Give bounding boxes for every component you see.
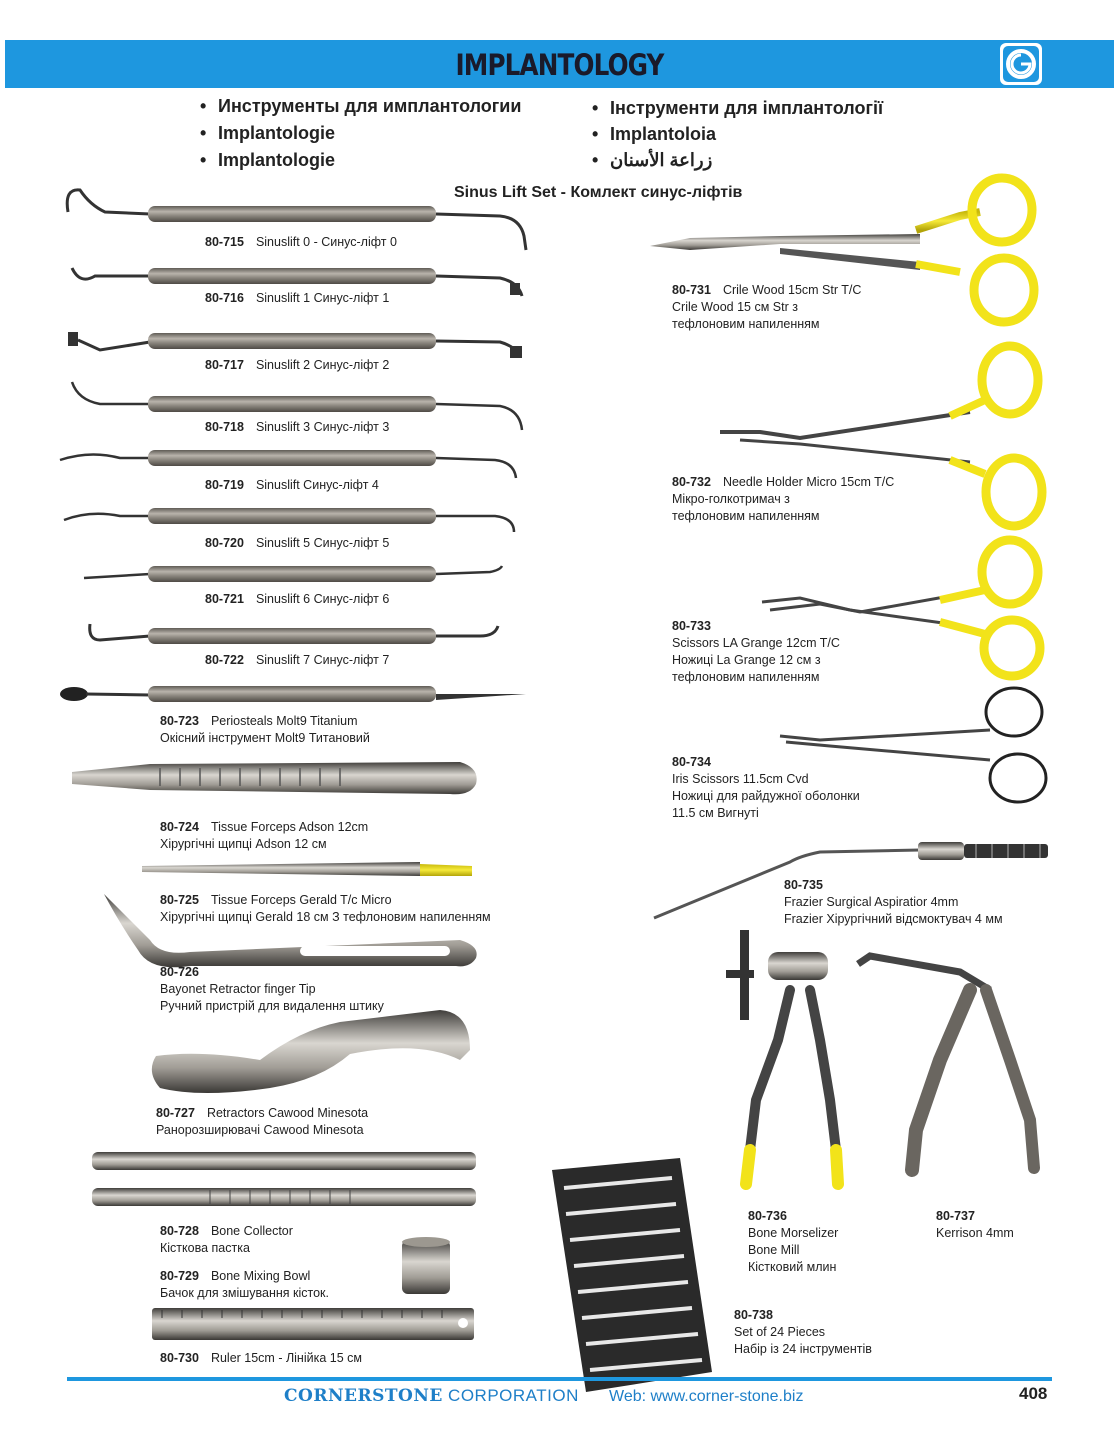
item-description: Periosteals Molt9 Titanium bbox=[210, 714, 358, 728]
item-code: 80-738 bbox=[734, 1308, 773, 1322]
ruler-icon bbox=[152, 1308, 474, 1340]
item-label bbox=[748, 1208, 838, 1276]
language-line-pt: • Implantoloia bbox=[592, 124, 716, 145]
item-label bbox=[205, 535, 389, 552]
item-label bbox=[160, 1268, 329, 1302]
item-description: Bayonet Retractor finger Tip bbox=[160, 982, 316, 996]
item-label bbox=[672, 754, 860, 822]
item-translation: Окісний інструмент Molt9 Титановий bbox=[160, 731, 370, 745]
item-code: 80-732 bbox=[672, 475, 711, 489]
item-description: Tissue Forceps Gerald T/c Micro bbox=[210, 893, 392, 907]
item-code: 80-723 bbox=[160, 714, 199, 728]
item-description: Sinuslift 5 Синус-ліфт 5 bbox=[255, 536, 390, 550]
sterilization-tray-icon bbox=[552, 1158, 712, 1392]
item-code: 80-737 bbox=[936, 1209, 975, 1223]
item-translation: Crile Wood 15 см Str з bbox=[672, 300, 798, 314]
item-translation: тефлоновим напиленням bbox=[672, 317, 820, 331]
item-description: Set of 24 Pieces bbox=[734, 1325, 826, 1339]
item-label bbox=[156, 1105, 368, 1139]
item-code: 80-716 bbox=[205, 291, 244, 305]
item-label bbox=[205, 591, 389, 608]
item-code: 80-727 bbox=[156, 1106, 195, 1120]
item-translation: 11.5 см Вигнуті bbox=[672, 806, 759, 820]
item-code: 80-722 bbox=[205, 653, 244, 667]
item-code: 80-736 bbox=[748, 1209, 787, 1223]
item-translation: тефлоновим напиленням bbox=[672, 670, 820, 684]
item-code: 80-725 bbox=[160, 893, 199, 907]
page-title: IMPLANTOLOGY bbox=[455, 48, 664, 82]
language-line-de: • Implantologie bbox=[200, 123, 335, 144]
item-code: 80-734 bbox=[672, 755, 711, 769]
item-description: Sinuslift 7 Синус-ліфт 7 bbox=[255, 653, 390, 667]
item-description: Bone Mixing Bowl bbox=[210, 1269, 311, 1283]
sinuslift-2-icon bbox=[68, 332, 522, 358]
item-label bbox=[205, 477, 379, 494]
item-label bbox=[160, 892, 491, 926]
item-translation: Кісткова пастка bbox=[160, 1241, 250, 1255]
language-line-ar: • زراعة الأسنان bbox=[592, 150, 712, 171]
item-label bbox=[672, 474, 894, 525]
item-label bbox=[936, 1208, 1014, 1242]
item-label bbox=[205, 290, 389, 307]
item-description: Ruler 15cm - Лінійка 15 см bbox=[210, 1351, 362, 1365]
kerrison-rongeur-icon bbox=[858, 956, 1034, 1170]
item-label bbox=[160, 819, 368, 853]
company-name-bold: CORNERSTONE bbox=[284, 1386, 443, 1406]
item-code: 80-718 bbox=[205, 420, 244, 434]
item-translation: Ножиці La Grange 12 см з bbox=[672, 653, 821, 667]
item-description: Retractors Cawood Minesota bbox=[206, 1106, 369, 1120]
cawood-retractor-icon bbox=[152, 1010, 470, 1093]
bone-morselizer-icon bbox=[726, 930, 838, 1184]
periosteal-icon bbox=[60, 686, 526, 702]
item-label bbox=[205, 419, 389, 436]
sinuslift-5-icon bbox=[64, 508, 514, 532]
item-label bbox=[672, 618, 840, 686]
item-code: 80-731 bbox=[672, 283, 711, 297]
item-translation: тефлоновим напиленням bbox=[672, 509, 820, 523]
item-description: Crile Wood 15cm Str T/C bbox=[722, 283, 862, 297]
item-label bbox=[160, 1350, 362, 1367]
item-description: Bone Morselizer bbox=[748, 1226, 839, 1240]
item-translation: Frazier Хірургічний відсмоктувач 4 мм bbox=[784, 912, 1003, 926]
item-label bbox=[784, 877, 1003, 928]
item-description: Needle Holder Micro 15cm T/C bbox=[722, 475, 895, 489]
item-translation: Кістковий млин bbox=[748, 1260, 837, 1274]
footer-web-link[interactable]: Web: www.corner-stone.biz bbox=[609, 1388, 804, 1405]
bone-collector-icon bbox=[92, 1152, 476, 1206]
item-translation: Бачок для змішування кісток. bbox=[160, 1286, 329, 1300]
item-description: Sinuslift 0 - Синус-ліфт 0 bbox=[255, 235, 397, 249]
page-number: 408 bbox=[1019, 1384, 1048, 1403]
item-label bbox=[205, 357, 389, 374]
item-translation: Мікро-голкотримач з bbox=[672, 492, 790, 506]
tissue-forceps-gerald-icon bbox=[142, 862, 472, 876]
item-code: 80-729 bbox=[160, 1269, 199, 1283]
item-description: Sinuslift 6 Синус-ліфт 6 bbox=[255, 592, 390, 606]
item-description: Iris Scissors 11.5cm Cvd bbox=[672, 772, 809, 786]
item-description: Sinuslift 1 Синус-ліфт 1 bbox=[255, 291, 390, 305]
item-label bbox=[734, 1307, 872, 1358]
item-translation: Bone Mill bbox=[748, 1243, 800, 1257]
language-line-fr: • Implantologie bbox=[200, 150, 335, 171]
item-description: Tissue Forceps Adson 12cm bbox=[210, 820, 369, 834]
item-translation: Набір із 24 інструментів bbox=[734, 1342, 872, 1356]
item-label bbox=[160, 713, 370, 747]
item-code: 80-724 bbox=[160, 820, 199, 834]
company-name-rest: CORPORATION bbox=[442, 1386, 579, 1405]
item-description: Sinuslift Синус-ліфт 4 bbox=[255, 478, 379, 492]
item-code: 80-735 bbox=[784, 878, 823, 892]
tissue-forceps-adson-icon bbox=[72, 762, 477, 794]
language-line-ru: • Инструменты для имплантологии bbox=[200, 96, 521, 117]
item-translation: Ручний пристрій для видалення штику bbox=[160, 999, 384, 1013]
sinus-lift-set-title: Sinus Lift Set - Комлект синус-ліфтів bbox=[454, 184, 743, 201]
item-label bbox=[672, 282, 861, 333]
item-code: 80-726 bbox=[160, 965, 199, 979]
item-code: 80-733 bbox=[672, 619, 711, 633]
bone-mixing-bowl-icon bbox=[402, 1237, 450, 1294]
item-code: 80-728 bbox=[160, 1224, 199, 1238]
item-code: 80-717 bbox=[205, 358, 244, 372]
item-translation: Хірургічні щипці Gerald 18 см З тефлоновим напиленням bbox=[160, 910, 491, 924]
sinuslift-4-icon bbox=[60, 450, 516, 478]
item-label bbox=[160, 1223, 293, 1257]
item-description: Scissors LA Grange 12cm T/C bbox=[672, 636, 840, 650]
sinuslift-6-icon bbox=[84, 566, 502, 582]
footer-divider bbox=[67, 1377, 1052, 1381]
item-label bbox=[205, 652, 389, 669]
item-code: 80-719 bbox=[205, 478, 244, 492]
item-label bbox=[205, 234, 397, 251]
item-label bbox=[160, 964, 384, 1015]
item-translation: Ранорозширювачі Cawood Minesota bbox=[156, 1123, 364, 1137]
item-description: Bone Collector bbox=[210, 1224, 293, 1238]
item-description: Sinuslift 2 Синус-ліфт 2 bbox=[255, 358, 390, 372]
footer-company-name bbox=[284, 1386, 579, 1406]
language-line-uk: • Інструменти для імплантології bbox=[592, 98, 883, 119]
item-code: 80-720 bbox=[205, 536, 244, 550]
item-translation: Ножиці для райдужної оболонки bbox=[672, 789, 860, 803]
item-description: Frazier Surgical Aspiratior 4mm bbox=[784, 895, 959, 909]
item-description: Sinuslift 3 Синус-ліфт 3 bbox=[255, 420, 390, 434]
sinuslift-7-icon bbox=[90, 624, 498, 644]
item-description: Kerrison 4mm bbox=[936, 1226, 1014, 1240]
item-translation: Хірургічні щипці Adson 12 см bbox=[160, 837, 327, 851]
item-code: 80-715 bbox=[205, 235, 244, 249]
item-code: 80-730 bbox=[160, 1351, 199, 1365]
item-code: 80-721 bbox=[205, 592, 244, 606]
